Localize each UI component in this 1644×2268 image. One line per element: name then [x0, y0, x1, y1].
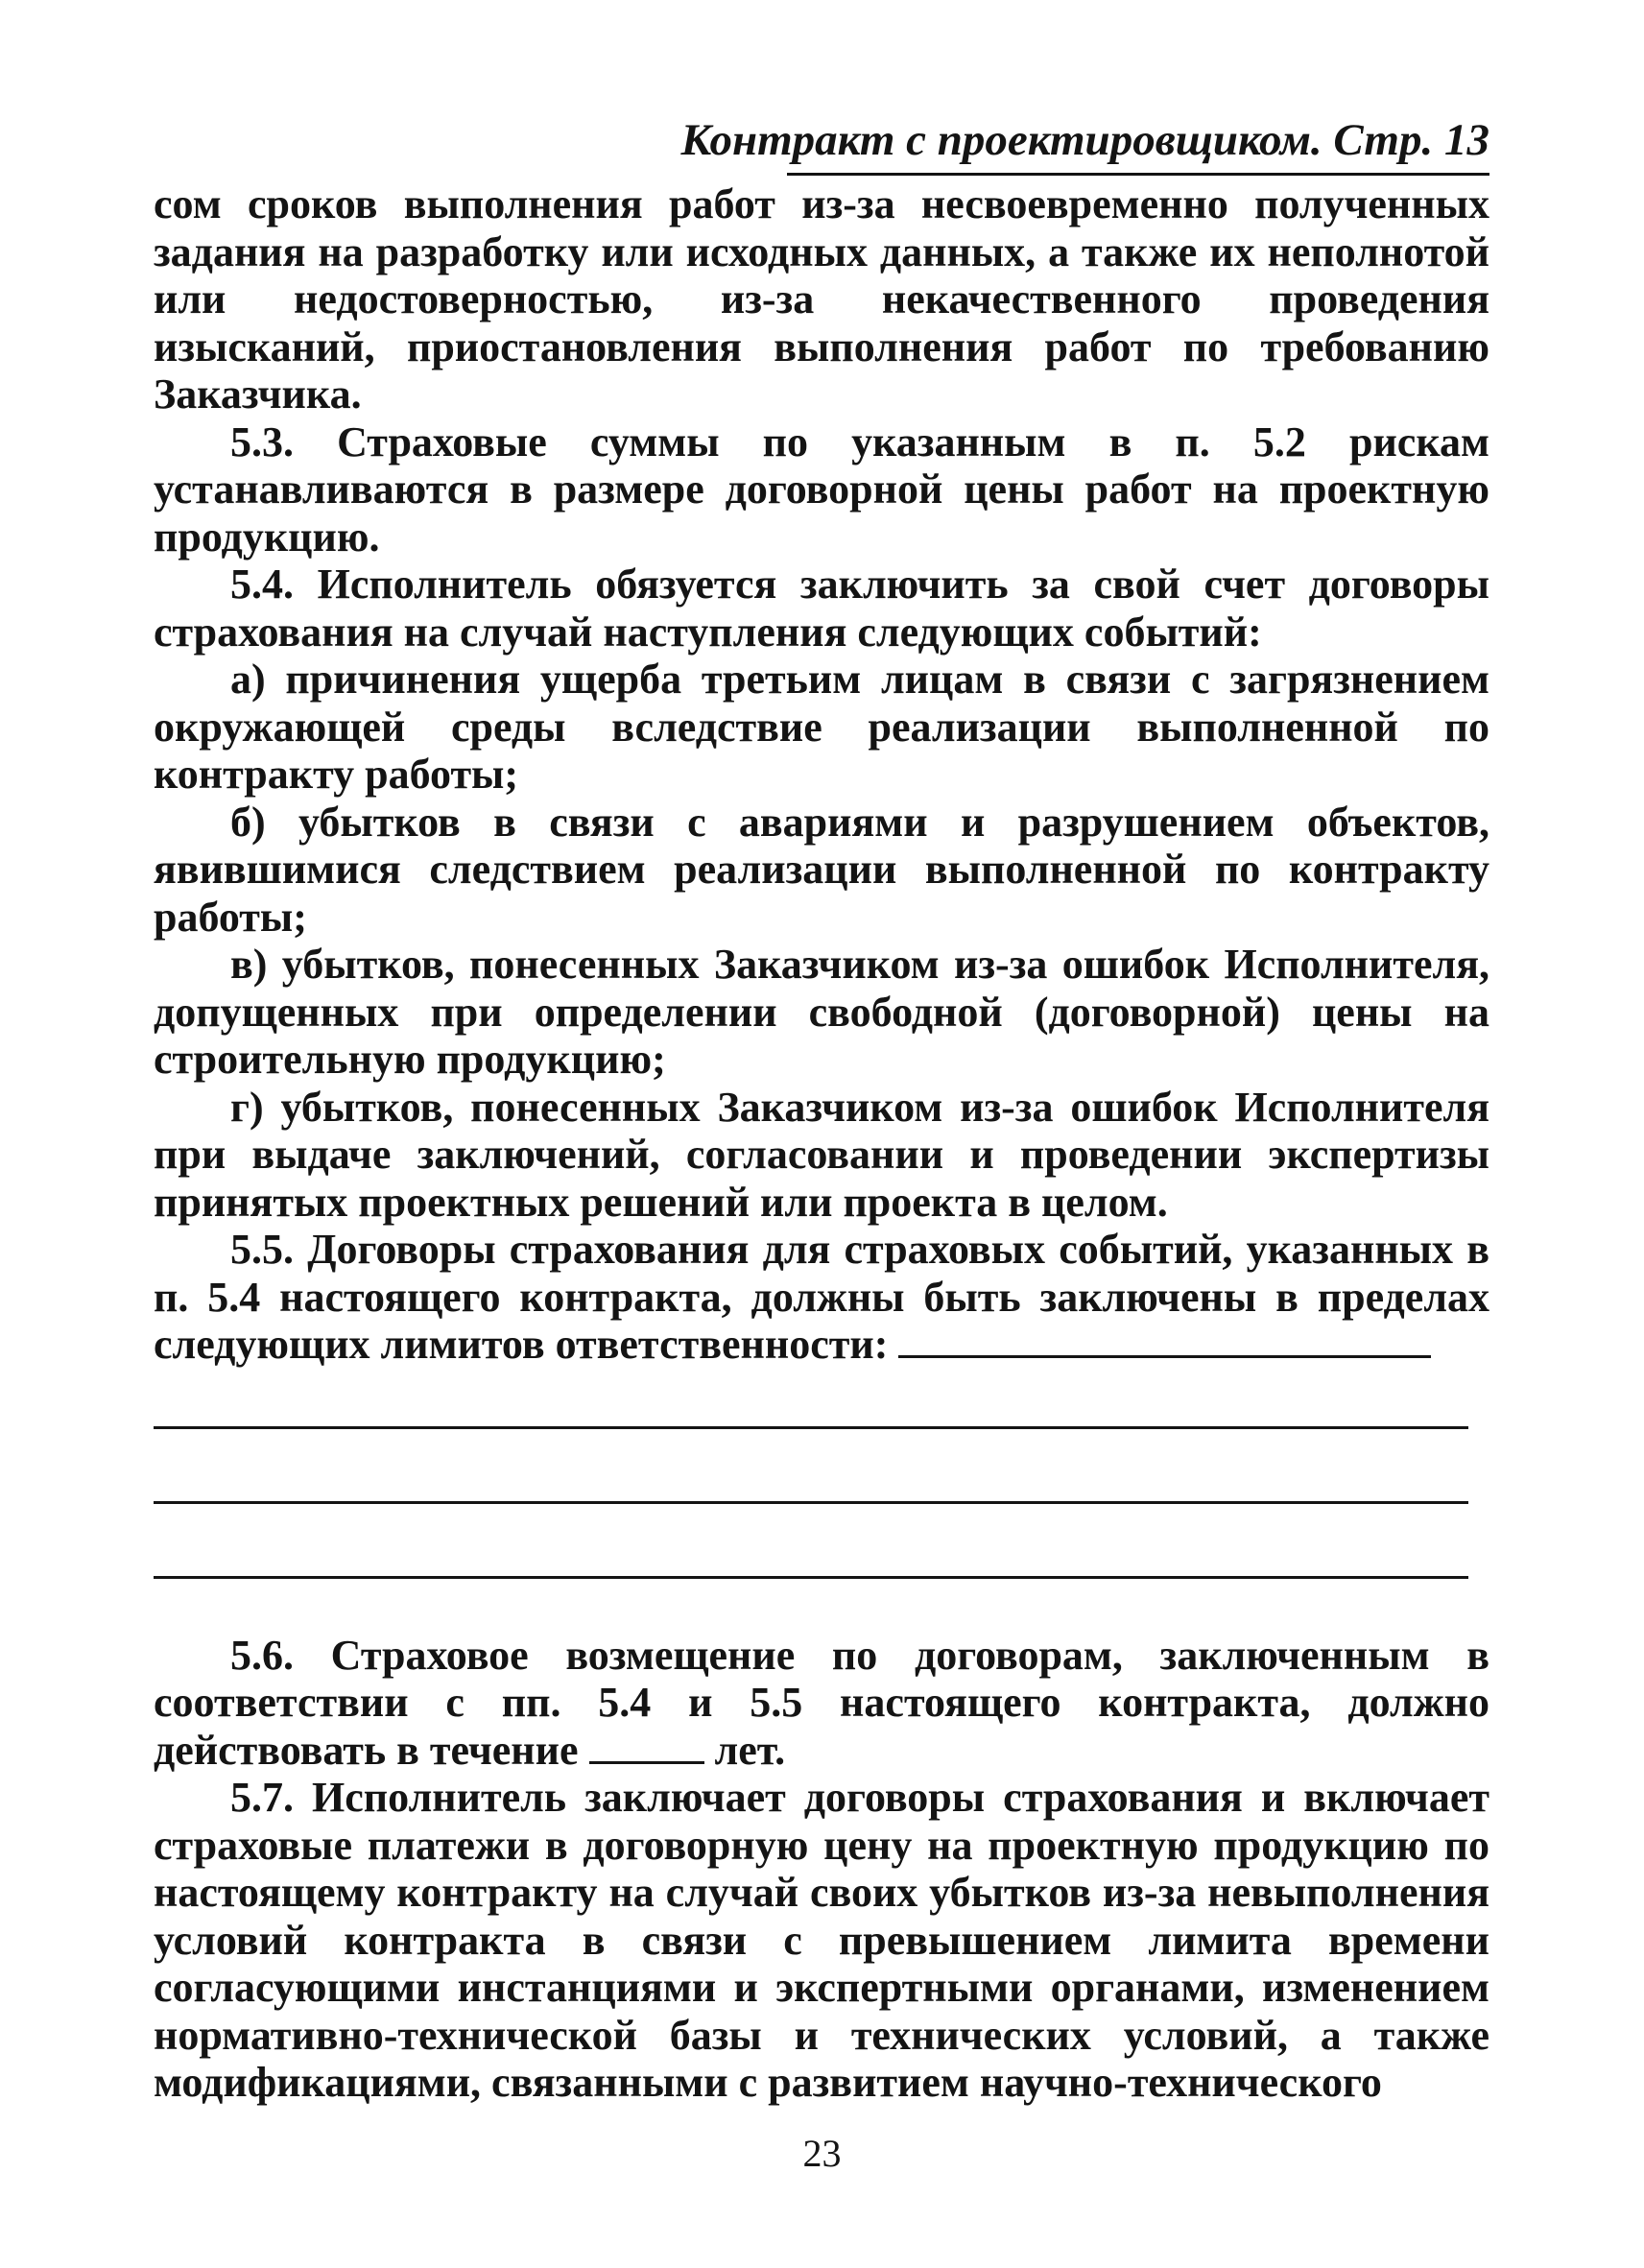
paragraph-5-6 — [154, 1632, 1489, 1775]
paragraph-5-5 — [154, 1226, 1489, 1369]
clause-number: 5.6. — [230, 1631, 294, 1679]
clause-text: Договоры страхования для страховых событий, указанных в п. 5.4 настоящего контракта, должны быть заключены в пределах следующих лимитов ответственности: — [154, 1226, 1489, 1368]
page-number: 23 — [802, 2132, 842, 2175]
clause-text: Исполнитель заключает договоры страхования и включает страховые платежи в договорную цену на проектную продукцию по настоящему контракту на случай своих убытков из-за невыполнения условий контракта в связи с превышением лимита времени согласующими инстанциями и экспертными органами, изменением нормативно-технической базы и технических условий, а также модификациями, связанными с развитием научно-технического — [154, 1774, 1489, 2106]
list-item-g: г) убытков, понесенных Заказчиком из-за ошибок Исполнителя при выдаче заключений, согласовании и проведении экспертизы принятых проектных решений или проекта в целом. — [154, 1083, 1489, 1226]
clause-number: 5.4. — [230, 561, 294, 608]
clause-number: 5.3. — [230, 418, 294, 466]
spacer — [154, 1579, 1489, 1632]
list-item-a: а) причинения ущерба третьим лицам в связи с загрязнением окружающей среды вследствие реализации выполненной по контракту работы; — [154, 656, 1489, 798]
clause-number: 5.5. — [230, 1226, 294, 1273]
document-body — [154, 180, 1489, 2107]
clause-text: Страховое возмещение по договорам, заключенным в соответствии с пп. 5.4 и 5.5 настоящего контракта, должно действовать в течение — [154, 1631, 1489, 1774]
clause-text: Страховые суммы по указанным в п. 5.2 рискам устанавливаются в размере договорной цены работ на проектную продукцию. — [154, 418, 1489, 561]
fill-in-blank-limits[interactable] — [898, 1321, 1431, 1358]
list-item-b: б) убытков в связи с авариями и разрушением объектов, явившимися следствием реализации выполненной по контракту работы; — [154, 798, 1489, 941]
paragraph-5-3 — [154, 418, 1489, 561]
paragraph-continuation: сом сроков выполнения работ из-за несвоевременно полученных задания на разработку или исходных данных, а также их неполнотой или недостоверностью, из-за некачественного проведения изысканий, приостановления выполнения работ по требованию Заказчика. — [154, 180, 1489, 418]
paragraph-5-4 — [154, 561, 1489, 656]
clause-text: Исполнитель обязуется заключить за свой счет договоры страхования на случай наступления следующих событий: — [154, 561, 1489, 656]
fill-in-line-2[interactable] — [154, 1501, 1468, 1504]
list-item-v: в) убытков, понесенных Заказчиком из-за ошибок Исполнителя, допущенных при определении свободной (договорной) цены на строительную продукцию; — [154, 941, 1489, 1083]
running-header: Контракт с проектировщиком. Стр. 13 — [680, 115, 1489, 165]
fill-in-blank-years[interactable] — [589, 1727, 704, 1764]
paragraph-5-7 — [154, 1774, 1489, 2107]
clause-number: 5.7. — [230, 1774, 294, 1821]
header-underline — [787, 173, 1489, 176]
clause-tail: лет. — [703, 1726, 786, 1774]
fill-in-line-1[interactable] — [154, 1426, 1468, 1429]
